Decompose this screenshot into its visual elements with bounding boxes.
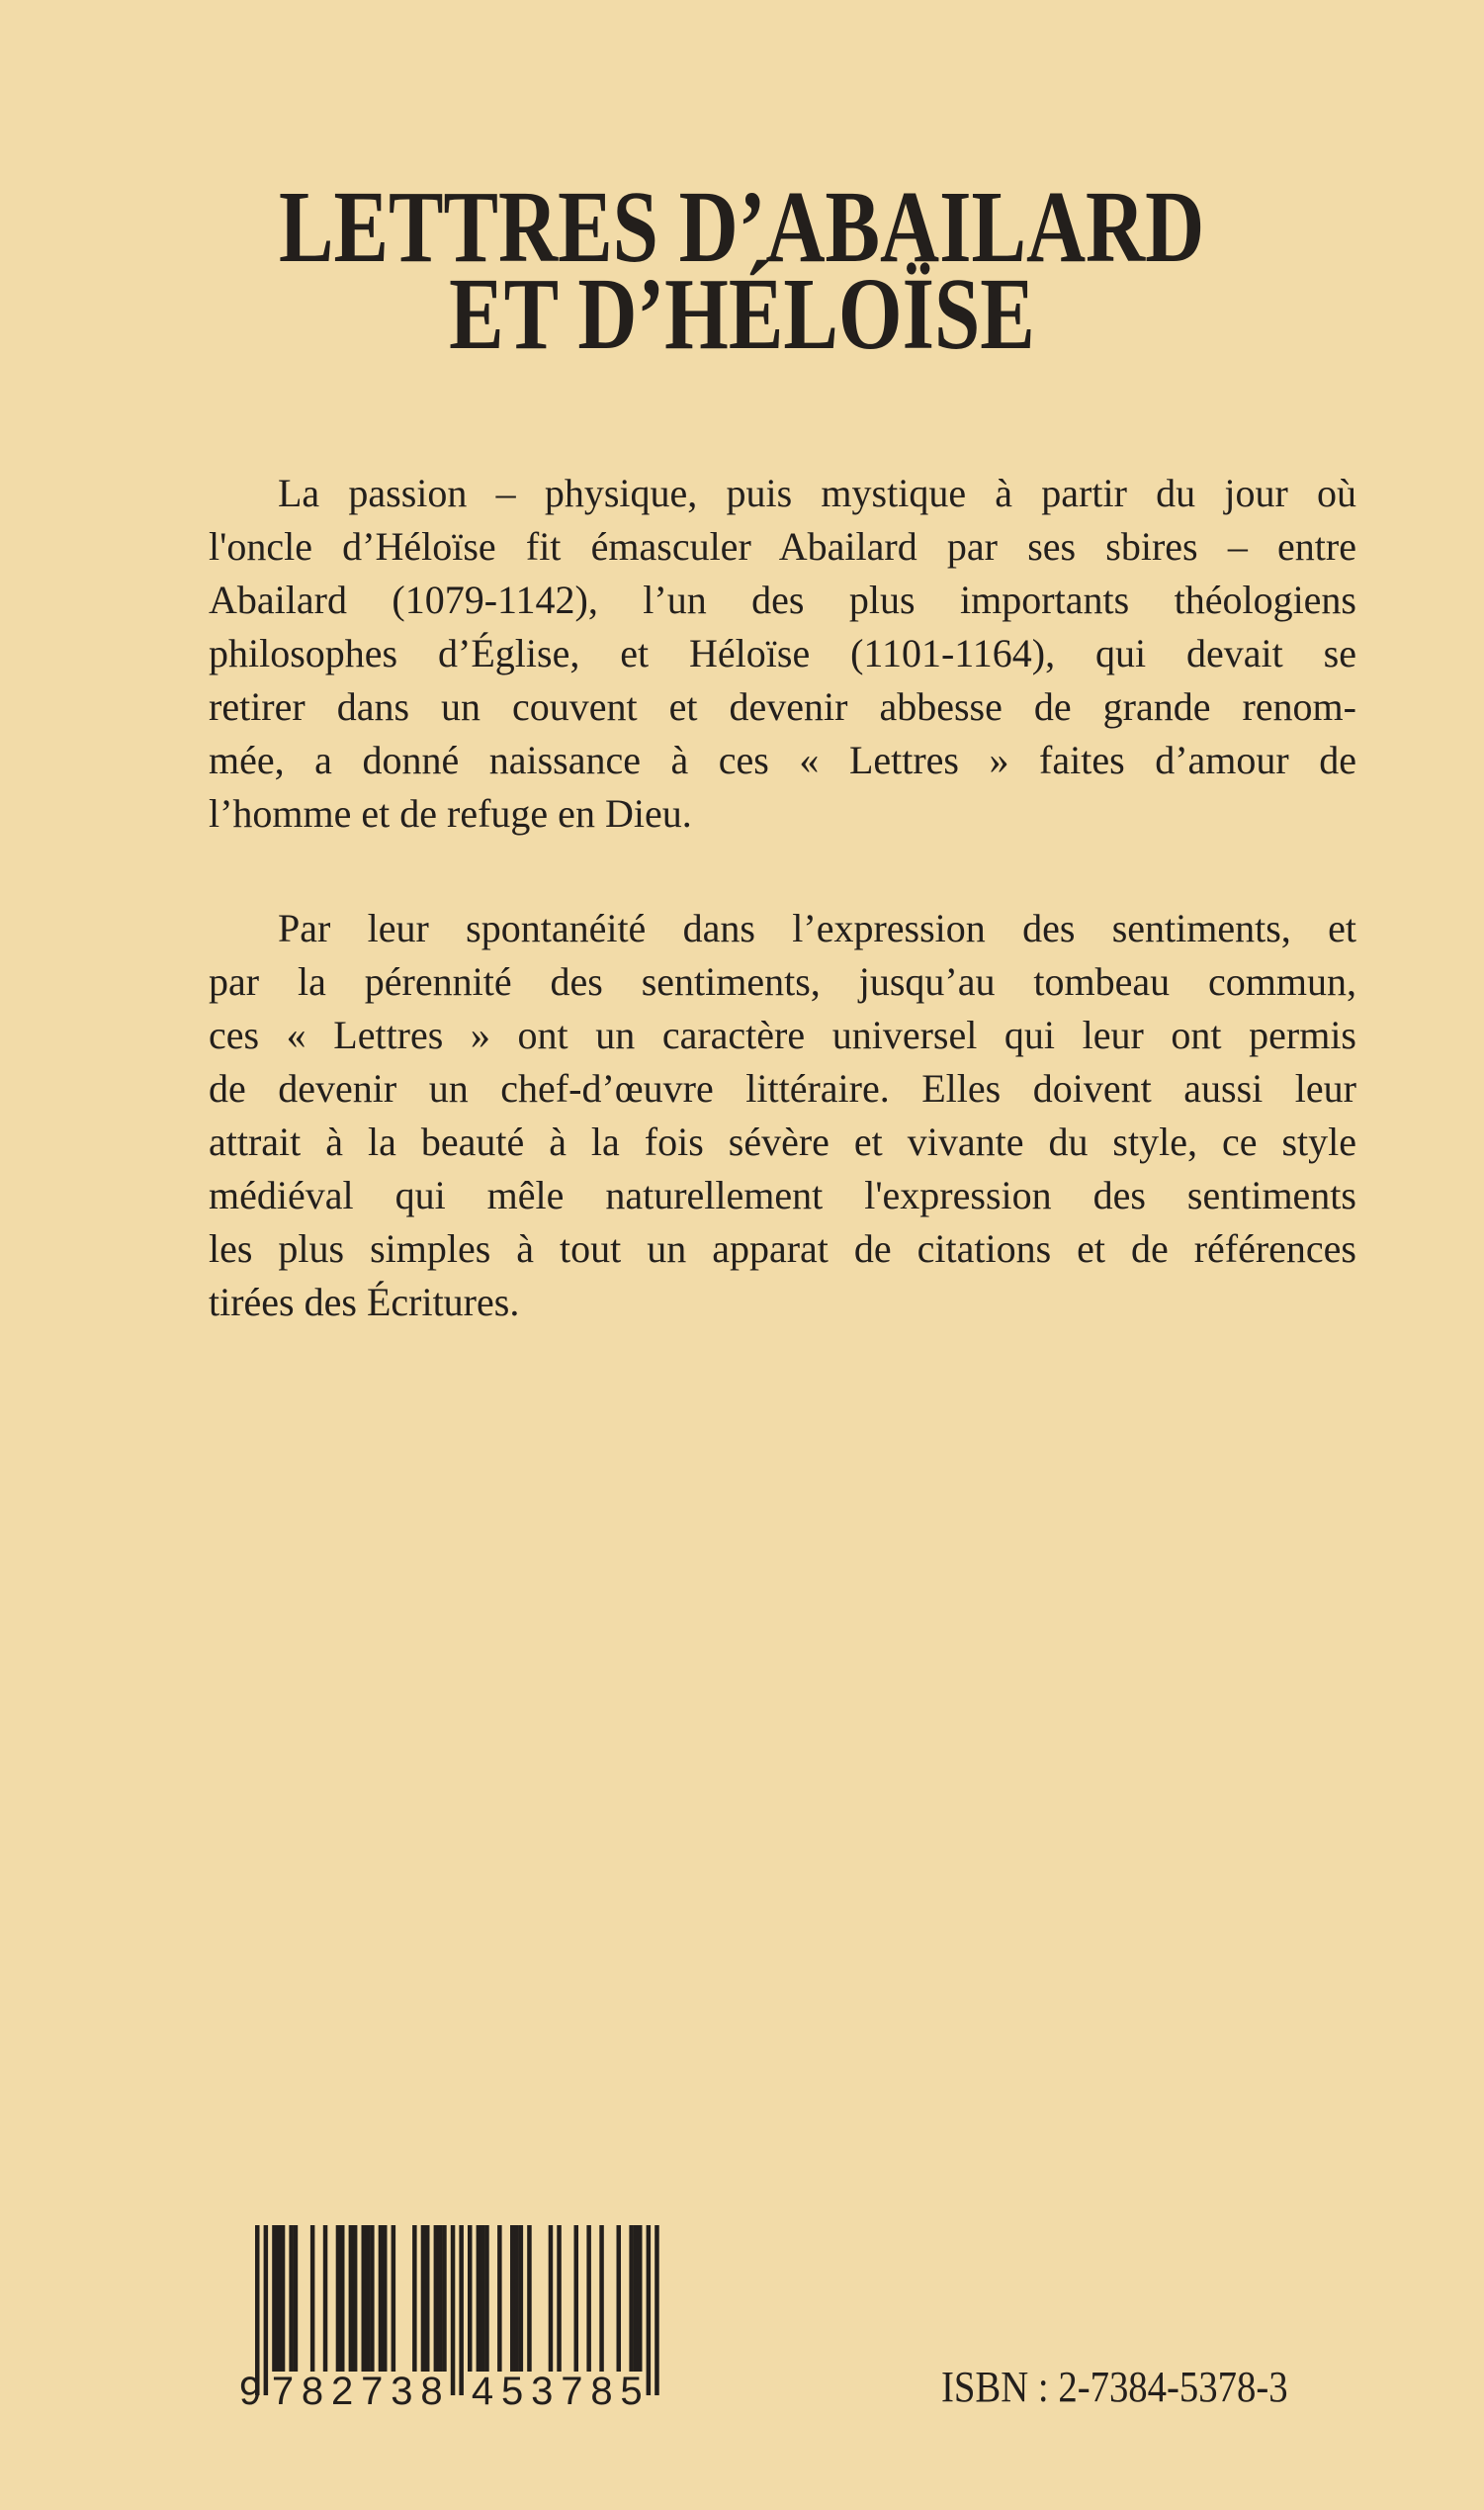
blurb-line: philosophes d’Église, et Héloïse (1101-1164), qui devait se: [209, 631, 1356, 675]
isbn-number: ISBN : 2-7384-5378-3: [941, 2363, 1288, 2411]
blurb-line: tirées des Écritures.: [209, 1280, 520, 1324]
blurb-line: mée, a donné naissance à ces « Lettres » faites d’amour de: [209, 738, 1356, 782]
barcode-bar: [392, 2225, 396, 2372]
blurb-line: Abailard (1079-1142), l’un des plus importants théologiens: [209, 578, 1356, 622]
barcode-digit: 3: [391, 2370, 413, 2411]
blurb-line: les plus simples à tout un apparat de citations et de références: [209, 1226, 1356, 1271]
barcode-bar: [289, 2225, 294, 2372]
blurb-line: La passion – physique, puis mystique à partir du jour où: [278, 471, 1356, 515]
barcode-bar: [586, 2225, 591, 2372]
barcode-bar: [477, 2225, 481, 2372]
barcode-bar: [425, 2225, 430, 2372]
barcode-digit: 9: [239, 2370, 262, 2411]
barcode-bar: [383, 2225, 388, 2372]
barcode-bar: [557, 2225, 562, 2372]
blurb-line: médiéval qui mêle naturellement l'expression des sentiments: [209, 1173, 1356, 1217]
barcode-bar: [362, 2225, 367, 2372]
barcode-bar: [336, 2225, 341, 2372]
blurb-line: par la pérennité des sentiments, jusqu’au tombeau commun,: [209, 959, 1356, 1004]
barcode-bar: [264, 2225, 269, 2395]
barcode-bar: [379, 2225, 384, 2372]
barcode-bar: [370, 2225, 375, 2372]
barcode-bar: [617, 2225, 622, 2372]
book-title-line-2: ET D’HÉLOÏSE: [449, 257, 1035, 371]
barcode-bar: [527, 2225, 532, 2372]
barcode-bar: [272, 2225, 277, 2372]
barcode-digit: 7: [271, 2370, 295, 2411]
blurb-line: retirer dans un couvent et devenir abbesse de grande renom-: [209, 684, 1356, 729]
barcode-bar: [497, 2225, 502, 2372]
blurb-paragraph-1: [209, 467, 1356, 841]
blurb-line: l’homme et de refuge en Dieu.: [209, 791, 692, 836]
barcode-bar: [366, 2225, 371, 2372]
barcode-bar: [349, 2225, 354, 2372]
barcode-digit: 7: [361, 2370, 384, 2411]
barcode-bar: [519, 2225, 524, 2372]
barcode-digit: 8: [590, 2370, 613, 2411]
barcode-digit: 5: [501, 2370, 524, 2411]
barcode-digit: 7: [561, 2370, 583, 2411]
barcode-bar: [459, 2225, 464, 2395]
barcode-bar: [434, 2225, 439, 2372]
blurb-line: de devenir un chef-d’œuvre littéraire. Elles doivent aussi leur: [209, 1066, 1356, 1111]
barcode-bar: [629, 2225, 634, 2372]
barcode-bar: [310, 2225, 315, 2372]
barcode-bar: [412, 2225, 417, 2372]
barcode-digit: 8: [301, 2370, 324, 2411]
barcode-bar: [634, 2225, 639, 2372]
barcode-bar: [484, 2225, 489, 2372]
barcode-bar: [353, 2225, 358, 2372]
barcode-bar: [638, 2225, 643, 2372]
barcode-bar: [340, 2225, 345, 2372]
barcode-bar: [549, 2225, 554, 2372]
barcode-digit: 2: [331, 2370, 354, 2411]
barcode-bar: [451, 2225, 456, 2395]
barcode-digit: 4: [471, 2370, 494, 2411]
barcode-bar: [323, 2225, 328, 2372]
barcode-digit: 8: [420, 2370, 443, 2411]
barcode-digit: 5: [620, 2370, 643, 2411]
blurb-line: attrait à la beauté à la fois sévère et vivante du style, ce style: [209, 1120, 1356, 1164]
book-title-line-1: LETTRES D’ABAILARD: [279, 170, 1205, 284]
blurb-line: Par leur spontanéité dans l’expression des sentiments, et: [278, 906, 1356, 950]
barcode-bar: [442, 2225, 447, 2372]
barcode-bar: [655, 2225, 659, 2395]
barcode-bar: [510, 2225, 515, 2372]
barcode-digit: 3: [531, 2370, 554, 2411]
blurb-line: l'oncle d’Héloïse fit émasculer Abailard par ses sbires – entre: [209, 524, 1356, 569]
blurb-paragraph-2: [209, 902, 1356, 1329]
blurb-line: ces « Lettres » ont un caractère universel qui leur ont permis: [209, 1013, 1356, 1057]
barcode-bar: [480, 2225, 485, 2372]
ean13-barcode: [233, 2223, 668, 2411]
barcode-bar: [438, 2225, 443, 2372]
barcode-bar: [647, 2225, 652, 2395]
barcode-bar: [574, 2225, 579, 2372]
barcode-bar: [468, 2225, 473, 2372]
barcode-bar: [599, 2225, 604, 2372]
barcode-bar: [294, 2225, 299, 2372]
barcode-bar: [281, 2225, 286, 2372]
barcode-bar: [514, 2225, 519, 2372]
barcode-bar: [421, 2225, 426, 2372]
barcode-bar: [277, 2225, 282, 2372]
